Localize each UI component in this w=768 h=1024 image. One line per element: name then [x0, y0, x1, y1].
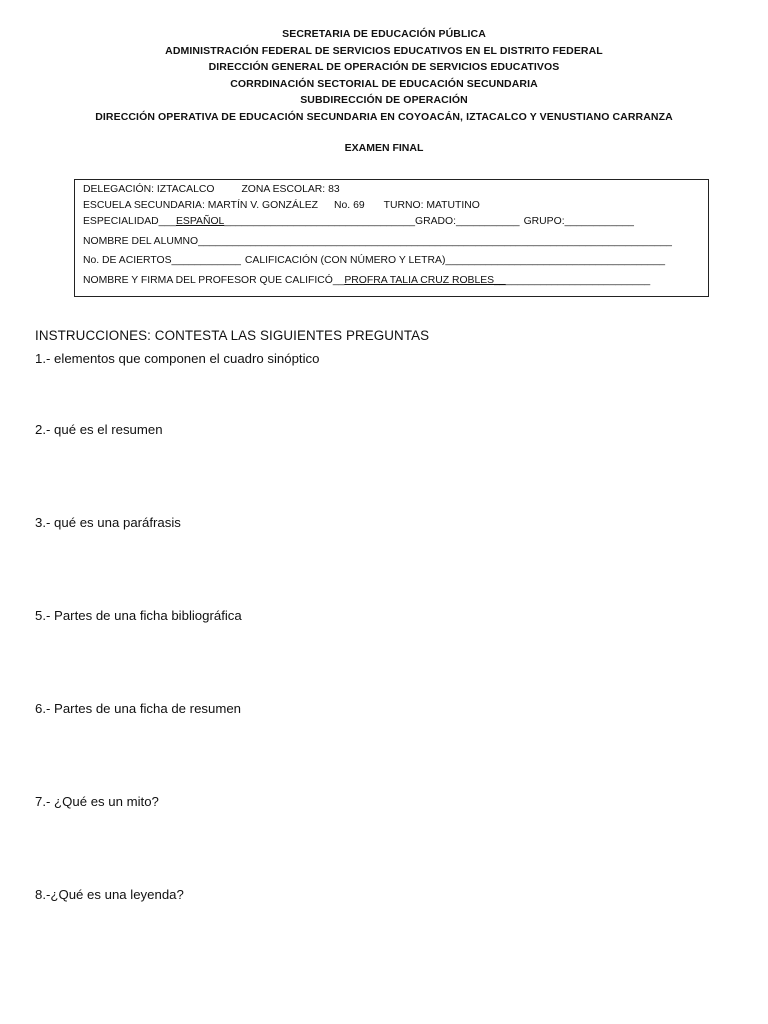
header-line-subdireccion: SUBDIRECCIÓN DE OPERACIÓN [300, 94, 468, 106]
question-1: 1.- elementos que componen el cuadro sinóptico [35, 351, 320, 366]
grupo-field: GRUPO:____________ [523, 216, 634, 227]
numero-field: No. 69 [334, 200, 365, 211]
question-6: 6.- Partes de una ficha de resumen [35, 701, 241, 716]
question-7: 7.- ¿Qué es un mito? [35, 794, 159, 809]
info-row-aciertos [83, 254, 665, 267]
header-line-sep: SECRETARIA DE EDUCACIÓN PÚBLICA [282, 28, 486, 40]
info-row-escuela [83, 199, 480, 212]
especialidad-blank-before: ___ [158, 216, 176, 227]
profesor-blank-before: __ [332, 275, 345, 286]
question-8: 8.-¿Qué es una leyenda? [35, 887, 184, 902]
aciertos-field: No. DE ACIERTOS____________ [83, 255, 241, 266]
turno-field: TURNO: MATUTINO [383, 200, 480, 211]
especialidad-blank-after: _________________________________ [224, 216, 416, 227]
question-2: 2.- qué es el resumen [35, 422, 163, 437]
question-5: 5.- Partes de una ficha bibliográfica [35, 608, 242, 623]
especialidad-value: ESPAÑOL [176, 216, 225, 227]
nombre-alumno-field: NOMBRE DEL ALUMNO__________________________________________________________________________________ [83, 236, 672, 247]
escuela-field: ESCUELA SECUNDARIA: MARTÍN V. GONZÁLEZ [83, 200, 319, 211]
header-line-administracion: ADMINISTRACIÓN FEDERAL DE SERVICIOS EDUCATIVOS EN EL DISTRITO FEDERAL [165, 44, 603, 57]
info-row-delegacion [83, 183, 340, 196]
question-3: 3.- qué es una paráfrasis [35, 515, 181, 530]
zona-escolar-field: ZONA ESCOLAR: 83 [241, 184, 340, 195]
grado-field: GRADO:___________ [415, 216, 520, 227]
header-line-direccion-operativa: DIRECCIÓN OPERATIVA DE EDUCACIÓN SECUNDARIA EN COYOACÁN, IZTACALCO Y VENUSTIANO CARRANZA [95, 110, 673, 123]
profesor-blank-after: _________________________ [505, 275, 651, 286]
info-row-nombre-alumno [83, 235, 672, 248]
especialidad-label: ESPECIALIDAD [83, 216, 159, 227]
calificacion-field: CALIFICACIÓN (CON NÚMERO Y LETRA)______________________________________ [244, 255, 666, 266]
document-header [0, 26, 768, 125]
info-row-especialidad [83, 215, 634, 228]
profesor-value: PROFRA TALIA CRUZ ROBLES__ [344, 275, 506, 286]
header-line-coordinacion: CORRDINACIÓN SECTORIAL DE EDUCACIÓN SECUNDARIA [230, 77, 538, 90]
info-row-profesor [83, 274, 650, 287]
profesor-label: NOMBRE Y FIRMA DEL PROFESOR QUE CALIFICÓ [83, 275, 333, 286]
student-info-box [74, 179, 709, 297]
header-line-direccion-general: DIRECCIÓN GENERAL DE OPERACIÓN DE SERVICIOS EDUCATIVOS [208, 61, 560, 73]
exam-title: EXAMEN FINAL [344, 142, 424, 154]
instructions-heading: INSTRUCCIONES: CONTESTA LAS SIGUIENTES PREGUNTAS [35, 328, 430, 343]
delegacion-field: DELEGACIÓN: IZTACALCO [83, 184, 215, 195]
